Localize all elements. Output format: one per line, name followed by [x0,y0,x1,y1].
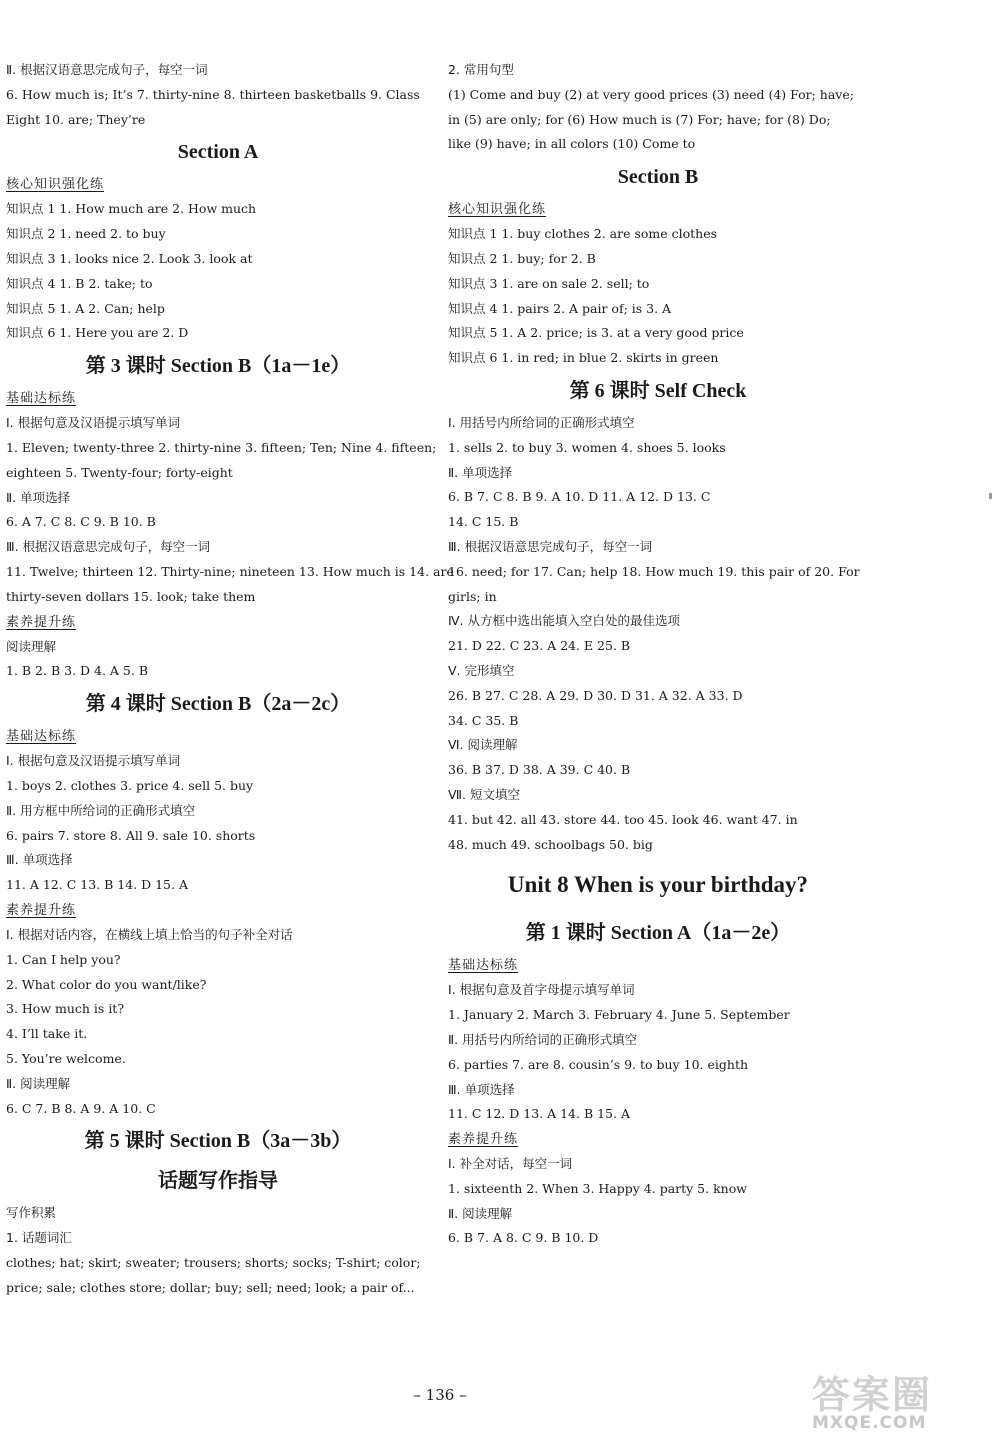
answer-line: 1. Eleven; twenty-three 2. thirty-nine 3. fifteen; Ten; Nine 4. fifteen; [6,439,437,455]
exercise-heading: Ⅳ. 从方框中选出能填入空白处的最佳选项 [448,613,680,629]
right-column [448,58,868,1251]
answer-line: 知识点 4 1. B 2. take; to [6,275,153,291]
answer-line: girls; in [448,588,497,604]
exercise-heading: 阅读理解 [6,638,57,654]
answer-line: 6. parties 7. are 8. cousin’s 9. to buy 10. eighth [448,1056,749,1072]
answer-line: 16. need; for 17. Can; help 18. How much 19. this pair of 20. For [448,563,860,579]
lesson-heading: 第 5 课时 Section B（3a－3b） [84,1130,352,1153]
exercise-heading: Ⅰ. 用括号内所给词的正确形式填空 [448,414,635,430]
practice-label: 核心知识强化练 [448,202,547,218]
exercise-heading: Ⅰ. 根据句意及汉语提示填写单词 [6,415,181,431]
answer-line: thirty-seven dollars 15. look; take them [6,588,256,604]
exercise-heading: Ⅱ. 用方框中所给词的正确形式填空 [6,802,196,818]
scan-speck [989,493,992,499]
practice-label: 核心知识强化练 [6,177,105,193]
watermark-chars: 答案圈 [812,1373,933,1417]
answer-line: 知识点 6 1. in red; in blue 2. skirts in green [448,350,719,366]
answer-line: 11. A 12. C 13. B 14. D 15. A [6,877,188,893]
answer-line: 6. B 7. C 8. B 9. A 10. D 11. A 12. D 13. C [448,489,711,505]
answer-line: in (5) are only; for (6) How much is (7) For; have; for (8) Do; [448,111,831,127]
answer-line: 知识点 1 1. How much are 2. How much [6,201,257,217]
answer-line: clothes; hat; skirt; sweater; trousers; shorts; socks; T-shirt; color; [6,1254,421,1270]
lesson-heading: 第 6 课时 Self Check [569,379,747,402]
answer-line: 1. B 2. B 3. D 4. A 5. B [6,663,148,679]
unit-title: Unit 8 When is your birthday? [507,872,809,898]
answer-line: 2. What color do you want/like? [6,976,207,992]
answer-line: (1) Come and buy (2) at very good prices (3) need (4) For; have; [448,86,854,102]
exercise-heading: Ⅱ. 阅读理解 [448,1205,513,1221]
answer-line: 5. You’re welcome. [6,1050,126,1066]
lesson-heading: 第 1 课时 Section A（1a－2e） [525,922,791,945]
exercise-heading: Ⅰ. 根据句意及汉语提示填写单词 [6,753,181,769]
exercise-heading: Ⅶ. 短文填空 [448,786,520,802]
left-column [6,58,454,1300]
answer-line: 6. A 7. C 8. C 9. B 10. B [6,514,156,530]
answer-line: 知识点 3 1. looks nice 2. Look 3. look at [6,250,253,266]
answer-line: eighteen 5. Twenty-four; forty-eight [6,464,233,480]
exercise-heading: Ⅲ. 根据汉语意思完成句子，每空一词 [6,539,211,555]
answer-line: 知识点 5 1. A 2. price; is 3. at a very good price [448,325,744,341]
lesson-heading: 第 3 课时 Section B（1a－1e） [85,355,351,378]
exercise-heading: Ⅱ. 单项选择 [448,464,513,480]
exercise-heading: 写作积累 [6,1205,57,1221]
answer-line: Eight 10. are; They’re [6,111,146,127]
answer-line: 14. C 15. B [448,514,519,530]
answer-line: 知识点 4 1. pairs 2. A pair of; is 3. A [448,300,672,316]
answer-line: 1. January 2. March 3. February 4. June 5. September [448,1007,790,1023]
exercise-heading: Ⅰ. 根据句意及首字母提示填写单词 [448,982,635,998]
answer-line: 知识点 2 1. need 2. to buy [6,226,166,242]
answer-line: 41. but 42. all 43. store 44. too 45. look 46. want 47. in [448,811,798,827]
section-heading: Section B [617,166,699,189]
answer-line: 1. sixteenth 2. When 3. Happy 4. party 5. know [448,1180,747,1196]
answer-line: 1. boys 2. clothes 3. price 4. sell 5. buy [6,777,254,793]
answer-line: 21. D 22. C 23. A 24. E 25. B [448,638,631,654]
exercise-heading: Ⅱ. 阅读理解 [6,1075,71,1091]
practice-label: 基础达标练 [448,958,519,974]
answer-line: 34. C 35. B [448,712,519,728]
practice-label: 素养提升练 [448,1132,519,1148]
answer-line: 4. I’ll take it. [6,1026,88,1042]
watermark-logo [812,1364,992,1444]
answer-line: 11. Twelve; thirteen 12. Thirty-nine; nineteen 13. How much is 14. are [6,563,454,579]
answer-line: 3. How much is it? [6,1001,125,1017]
exercise-heading: 2. 常用句型 [448,62,514,77]
answer-line: 知识点 2 1. buy; for 2. B [448,250,596,266]
exercise-heading: Ⅵ. 阅读理解 [448,737,518,753]
answer-line: 11. C 12. D 13. A 14. B 15. A [448,1106,630,1122]
exercise-heading: Ⅱ. 根据汉语意思完成句子，每空一词 [6,62,208,77]
lesson-heading: 第 4 课时 Section B（2a－2c） [85,693,351,716]
exercise-heading: Ⅱ. 用括号内所给词的正确形式填空 [448,1031,638,1047]
section-heading: Section A [177,141,259,164]
exercise-heading: Ⅰ. 根据对话内容，在横线上填上恰当的句子补全对话 [6,926,293,942]
answer-line: 6. pairs 7. store 8. All 9. sale 10. shorts [6,827,256,843]
exercise-heading: Ⅲ. 单项选择 [448,1081,515,1097]
answer-line: 6. How much is; It’s 7. thirty-nine 8. thirteen basketballs 9. Class [6,86,420,102]
exercise-heading: Ⅲ. 单项选择 [6,852,73,868]
practice-label: 基础达标练 [6,729,77,745]
answer-line: 1. Can I help you? [6,951,121,967]
answer-line: 36. B 37. D 38. A 39. C 40. B [448,762,631,778]
watermark-site: MXQE.COM [812,1413,927,1433]
answer-line: like (9) have; in all colors (10) Come to [448,136,696,152]
answer-line: 6. C 7. B 8. A 9. A 10. C [6,1100,156,1116]
answer-line: 知识点 5 1. A 2. Can; help [6,300,165,316]
practice-label: 素养提升练 [6,902,77,918]
practice-label: 基础达标练 [6,391,77,407]
exercise-heading: Ⅰ. 补全对话，每空一词 [448,1156,573,1172]
answer-line: 1. sells 2. to buy 3. women 4. shoes 5. looks [448,439,726,455]
answer-line: price; sale; clothes store; dollar; buy; sell; need; look; a pair of... [6,1279,415,1295]
answer-line: 48. much 49. schoolbags 50. big [448,836,653,852]
exercise-heading: Ⅴ. 完形填空 [448,662,515,678]
answer-line: 知识点 6 1. Here you are 2. D [6,325,189,341]
page-number: – 136 – [413,1386,467,1404]
practice-label: 素养提升练 [6,614,77,630]
answer-line: 知识点 1 1. buy clothes 2. are some clothes [448,226,718,242]
answer-line: 26. B 27. C 28. A 29. D 30. D 31. A 32. A 33. D [448,687,743,703]
exercise-heading: Ⅲ. 根据汉语意思完成句子，每空一词 [448,538,653,554]
exercise-heading: 1. 话题词汇 [6,1230,72,1246]
exercise-heading: Ⅱ. 单项选择 [6,489,71,505]
answer-line: 6. B 7. A 8. C 9. B 10. D [448,1230,599,1246]
lesson-heading: 话题写作指导 [158,1170,278,1193]
answer-line: 知识点 3 1. are on sale 2. sell; to [448,275,650,291]
